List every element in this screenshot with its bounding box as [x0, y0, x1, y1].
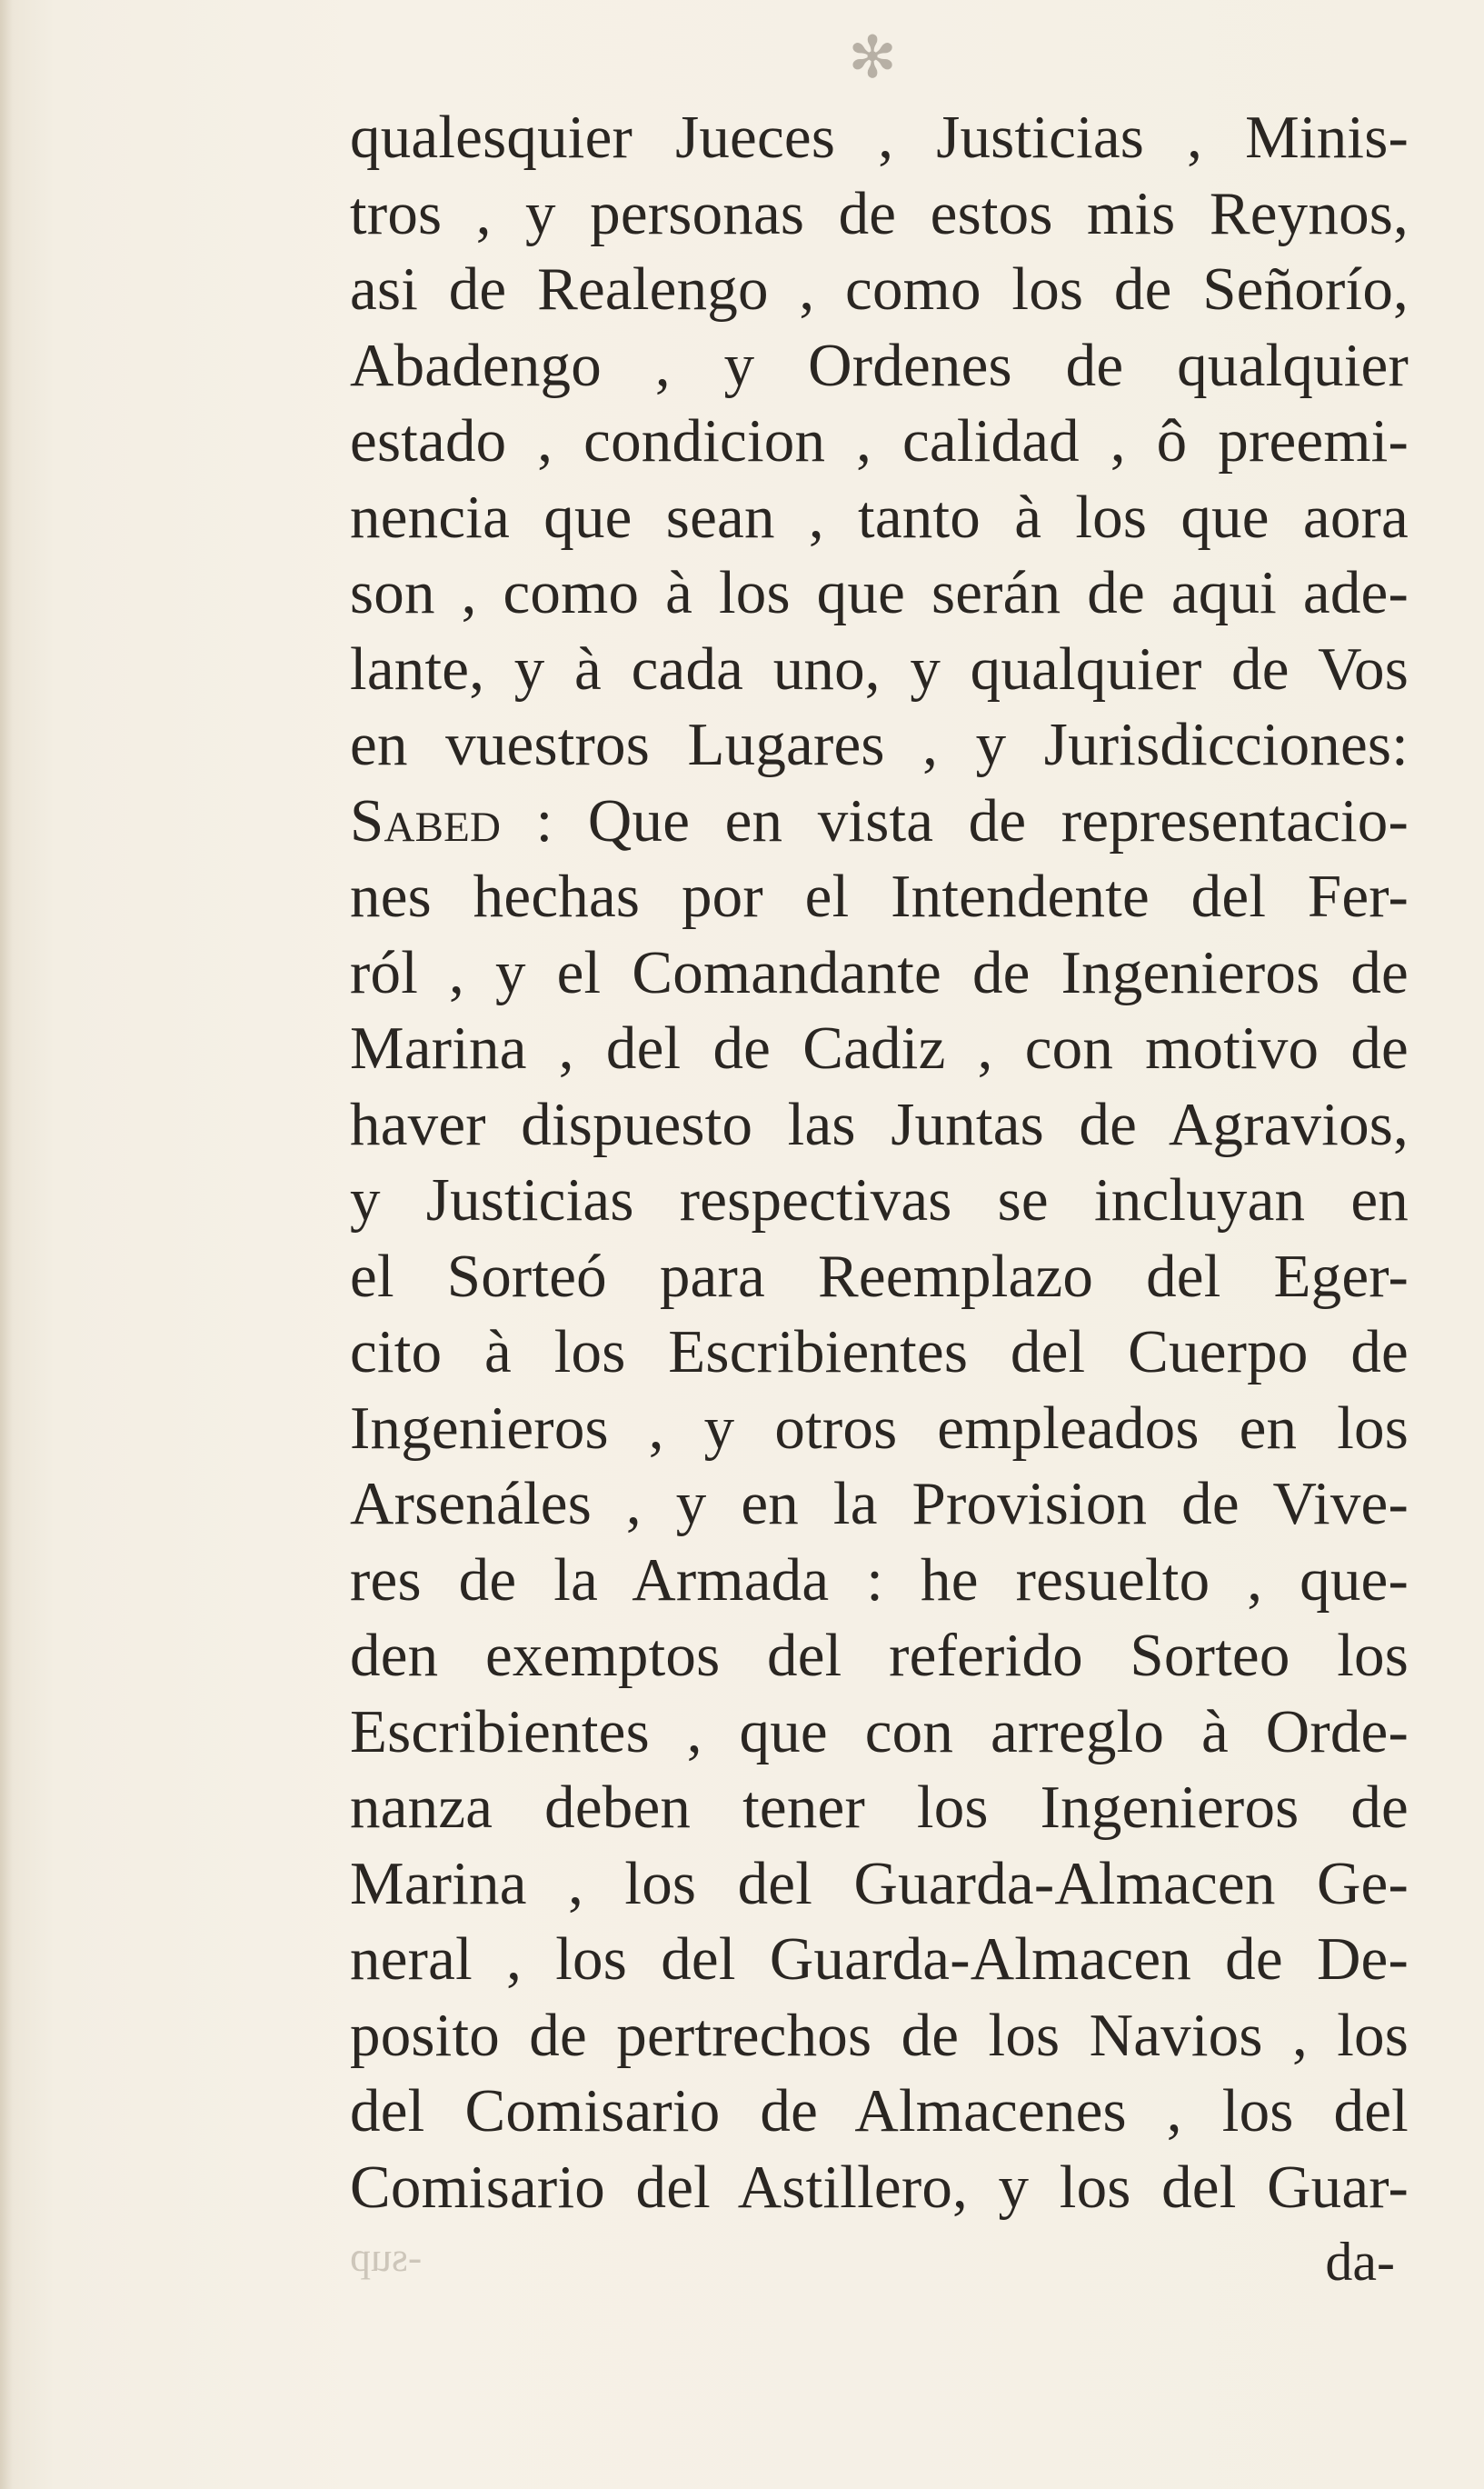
- text-line-sabed: [350, 784, 1409, 860]
- ornament-icon: ✻: [848, 25, 897, 90]
- text-line: Marina , los del Guarda-Almacen Ge-: [350, 1849, 1409, 1917]
- text-line: Escribientes , que con arreglo à Orde-: [350, 1697, 1409, 1765]
- text-line: posito de pertrechos de los Navios , los: [350, 2001, 1409, 2069]
- sabed-word: Sabed: [350, 786, 502, 855]
- text-line: cito à los Escribientes del Cuerpo de: [350, 1318, 1409, 1385]
- text-line: del Comisario de Almacenes , los del: [350, 2077, 1409, 2144]
- text-line: el Sorteó para Reemplazo del Eger-: [350, 1242, 1409, 1310]
- text-line: Arsenáles , y en la Provision de Vive-: [350, 1470, 1409, 1537]
- text-line: nencia que sean , tanto à los que aora: [350, 483, 1409, 551]
- text-line: den exemptos del referido Sorteo los: [350, 1622, 1409, 1689]
- text-line: neral , los del Guarda-Almacen de De-: [350, 1925, 1409, 1993]
- text-line: y Justicias respectivas se incluyan en: [350, 1166, 1409, 1234]
- text-line: nes hechas por el Intendente del Fer-: [350, 863, 1409, 930]
- body-text: [350, 100, 1409, 2225]
- text-line: Ingenieros , y otros empleados en los: [350, 1394, 1409, 1462]
- text-line: Marina , del de Cadiz , con motivo de: [350, 1015, 1409, 1082]
- text-line: estado , condicion , calidad , ô preemi-: [350, 407, 1409, 475]
- text-line: nanza deben tener los Ingenieros de: [350, 1774, 1409, 1841]
- text-line: tros , y personas de estos mis Reynos,: [350, 179, 1409, 247]
- page-fold-shadow: [0, 0, 13, 2489]
- text-line: son , como à los que serán de aqui ade-: [350, 559, 1409, 626]
- bleed-through-text: -sup: [350, 2234, 423, 2280]
- text-line: qualesquier Jueces , Justicias , Minis-: [350, 104, 1409, 171]
- text-line: haver dispuesto las Juntas de Agravios,: [350, 1090, 1409, 1158]
- catchword: da-: [1325, 2232, 1395, 2292]
- text-line: Abadengo , y Ordenes de qualquier: [350, 331, 1409, 399]
- text-line: ról , y el Comandante de Ingenieros de: [350, 938, 1409, 1006]
- text-line: lante, y à cada uno, y qualquier de Vos: [350, 635, 1409, 703]
- text-line: en vuestros Lugares , y Jurisdicciones:: [350, 711, 1409, 778]
- text-line: res de la Armada : he resuelto , que-: [350, 1545, 1409, 1614]
- sabed-rest: : Que en vista de representacio-: [535, 786, 1409, 855]
- text-line: Comisario del Astillero, y los del Guar-: [350, 2153, 1409, 2221]
- text-line: asi de Realengo , como los de Señorío,: [350, 255, 1409, 323]
